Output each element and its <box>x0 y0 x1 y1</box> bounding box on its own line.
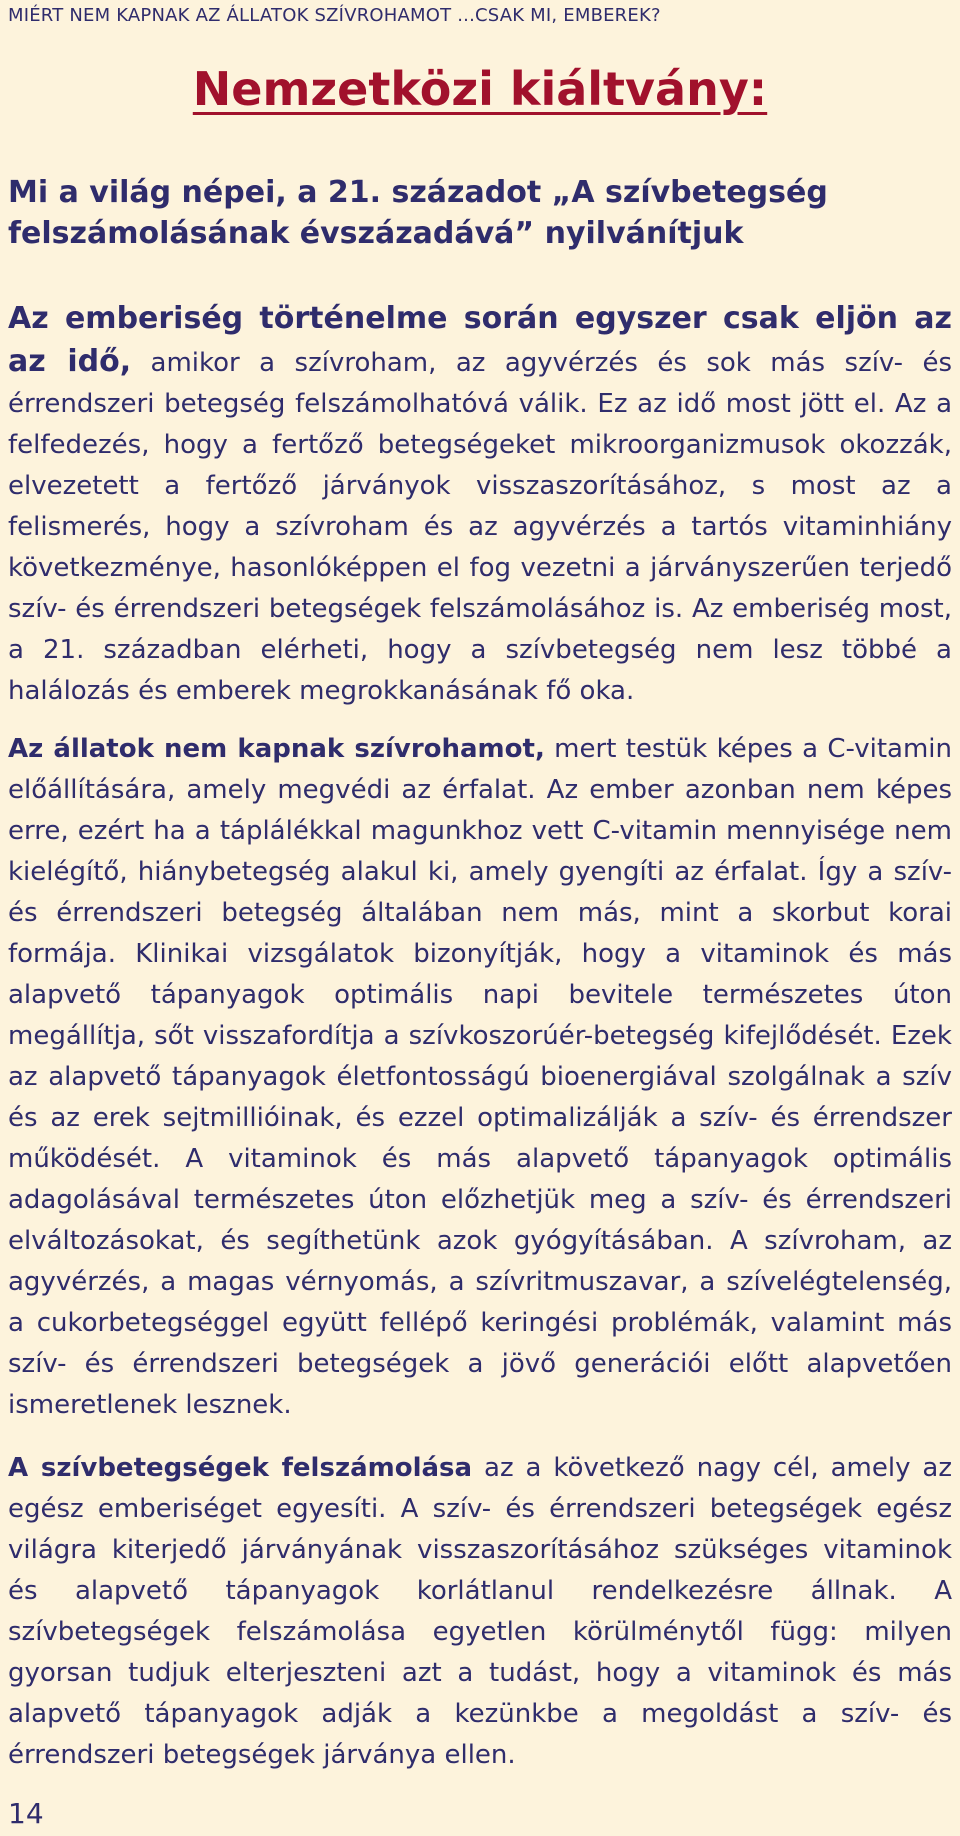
page-title: Nemzetközi kiáltvány: <box>192 62 768 116</box>
page-subtitle: Mi a világ népei, a 21. századot „A szívbetegség felszámolásának évszázadává” nyilvánítjuk <box>8 175 828 251</box>
running-header: MIÉRT NEM KAPNAK AZ ÁLLATOK SZÍVROHAMOT ...CSAK MI, EMBEREK? <box>8 5 661 26</box>
paragraph-3-lead: A szívbetegségek felszámolása <box>8 1453 473 1483</box>
paragraph-1-lead: Az emberiség történelme során egyszer csak eljön az az idő, <box>8 301 952 379</box>
paragraph-3-text: az a következő nagy cél, amely az egész emberiséget egyesíti. A szív- és érrendszeri betegségek egész világra kiterjedő járványának visszaszorításához szükséges vitaminok és alapvető tápanyagok korlátlanul rendelkezésre állnak. A szívbetegségek felszámolása egyetlen körülménytől függ: milyen gyorsan tudjuk elterjeszteni azt a tudást, hogy a vitaminok és más alapvető tápanyagok adják a kezünkbe a megoldást a szív- és érrendszeri betegségek járványa ellen. <box>8 1453 953 1770</box>
paragraph-1 <box>8 298 952 712</box>
page-number: 14 <box>8 1797 44 1830</box>
paragraph-3 <box>8 1448 952 1776</box>
paragraph-1-text: amikor a szívroham, az agyvérzés és sok más szív- és érrendszeri betegség felszámolhatóvá válik. Ez az idő most jött el. Az a felfedezés, hogy a fertőző betegségeket mikroorganizmusok okozzák, elvezetett a fertőző járványok visszaszorításához, s most az a felismerés, hogy a szívroham és az agyvérzés a tartós vitaminhiány következménye, hasonlóképpen el fog vezetni a járványszerűen terjedő szív- és érrendszeri betegségek felszámolásához is. Az emberiség most, a 21. században elérheti, hogy a szívbetegség nem lesz többé a halálozás és emberek megrokkanásának fő oka. <box>8 348 952 706</box>
paragraph-2-text: mert testük képes a C-vitamin előállítására, amely megvédi az érfalat. Az ember azonban nem képes erre, ezért ha a táplálékkal magunkhoz vett C-vitamin mennyisége nem kielégítő, hiánybetegség alakul ki, amely gyengíti az érfalat. Így a szív- és érrendszeri betegség általában nem más, mint a skorbut korai formája. Klinikai vizsgálatok bizonyítják, hogy a vitaminok és más alapvető tápanyagok optimális napi bevitele természetes úton megállítja, sőt visszafordítja a szívkoszorúér-betegség kifejlődését. Ezek az alapvető tápanyagok életfontosságú bioenergiával szolgálnak a szív és az erek sejtmillióinak, és ezzel optimalizálják a szív- és érrendszer működését. A vitaminok és más alapvető tápanyagok optimális adagolásával természetes úton előzhetjük meg a szív- és érrendszeri elváltozásokat, és segíthetünk azok gyógyításában. A szívroham, az agyvérzés, a magas vérnyomás, a szívritmuszavar, a szívelégtelenség, a cukorbetegséggel együtt fellépő keringési problémák, valamint más szív- és érrendszeri betegségek a jövő generációi előtt alapvetően ismeretlenek lesznek. <box>8 734 952 1420</box>
paragraph-2 <box>8 729 952 1426</box>
paragraph-2-lead: Az állatok nem kapnak szívrohamot, <box>8 734 545 764</box>
